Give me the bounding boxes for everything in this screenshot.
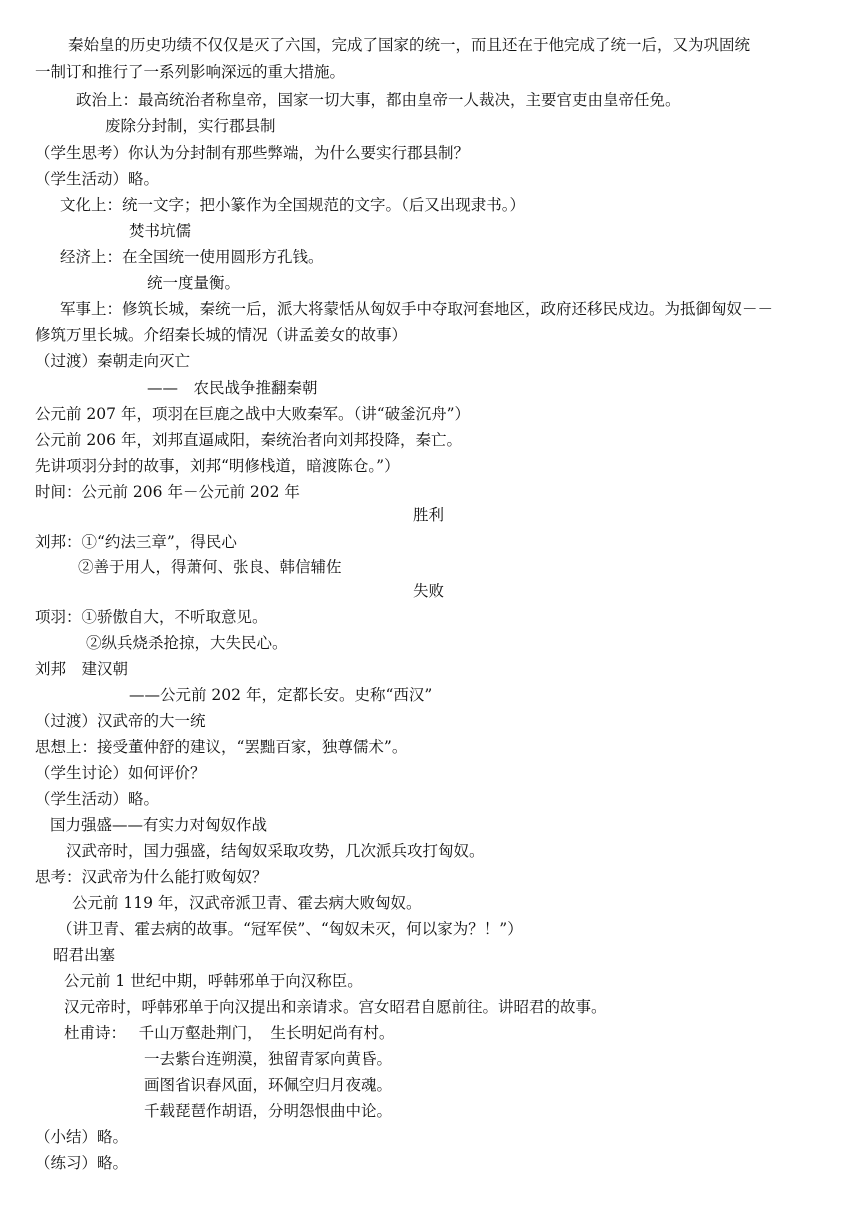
event-206bc: 公元前 206 年，刘邦直逼咸阳，秦统治者向刘邦投降，秦亡。 <box>35 431 462 449</box>
peasant-war-subtitle: —— 农民战争推翻秦朝 <box>147 379 318 397</box>
story-xiang-yu: 先讲项羽分封的故事，刘邦“明修栈道，暗渡陈仓。”） <box>35 457 400 475</box>
economy-line: 经济上：在全国统一使用圆形方孔钱。 <box>60 248 324 266</box>
student-discussion-line: （学生讨论）如何评价？ <box>35 764 206 782</box>
zhaojun-heading: 昭君出塞 <box>53 946 116 964</box>
economy-measures: 统一度量衡。 <box>147 274 241 292</box>
culture-book-burning: 焚书坑儒 <box>129 222 192 240</box>
xiang-yu-point-2: ②纵兵烧杀抢掠，大失民心。 <box>86 634 288 652</box>
huhanye-submission: 公元前 1 世纪中期，呼韩邪单于向汉称臣。 <box>64 972 363 990</box>
liu-bang-point-1: 刘邦：①“约法三章”，得民心 <box>35 533 237 551</box>
military-line-1: 军事上：修筑长城，秦统一后，派大将蒙恬从匈奴手中夺取河套地区，政府还移民戍边。为抵御匈奴－－ <box>60 300 774 318</box>
western-han-line: ——公元前 202 年，定都长安。史称“西汉” <box>129 686 433 704</box>
politics-county-system: 废除分封制，实行郡县制 <box>105 117 276 135</box>
du-fu-poem-line-1: 杜甫诗： 千山万壑赴荆门， 生长明妃尚有村。 <box>64 1024 395 1042</box>
du-fu-poem-line-3: 画图省识春风面，环佩空归月夜魂。 <box>144 1076 393 1094</box>
du-fu-poem-line-4: 千载琵琶作胡语，分明怨恨曲中论。 <box>144 1102 393 1120</box>
thought-line: 思想上：接受董仲舒的建议，“罢黜百家，独尊儒术”。 <box>35 738 408 756</box>
defeat-label: 失败 <box>413 582 445 600</box>
event-207bc: 公元前 207 年，项羽在巨鹿之战中大败秦军。（讲“破釜沉舟”） <box>35 405 471 423</box>
time-range-line: 时间：公元前 206 年－公元前 202 年 <box>35 483 300 501</box>
paragraph-intro-line-1: 秦始皇的历史功绩不仅仅是灭了六国，完成了国家的统一，而且还在于他完成了统一后，又为巩固统 <box>68 36 751 54</box>
liu-bang-founds-han: 刘邦 建汉朝 <box>35 660 129 678</box>
paragraph-intro-line-2: 一制订和推行了一系列影响深远的重大措施。 <box>35 63 346 81</box>
heqin-request-line: 汉元帝时，呼韩邪单于向汉提出和亲请求。宫女昭君自愿前往。讲昭君的故事。 <box>64 998 607 1016</box>
story-wei-qing: （讲卫青、霍去病的故事。“冠军侯”、“匈奴未灭，何以家为？！”） <box>57 920 523 938</box>
transition-qin-fall: （过渡）秦朝走向灭亡 <box>35 352 191 370</box>
national-strength-line: 国力强盛——有实力对匈奴作战 <box>50 816 268 834</box>
military-line-2: 修筑万里长城。介绍秦长城的情况（讲孟姜女的故事） <box>35 326 408 344</box>
politics-line: 政治上：最高统治者称皇帝，国家一切大事，都由皇帝一人裁决，主要官吏由皇帝任免。 <box>76 91 681 109</box>
student-activity-line: （学生活动）略。 <box>35 170 160 188</box>
thinking-question-line: 思考：汉武帝为什么能打败匈奴？ <box>35 868 268 886</box>
student-thinking-line: （学生思考）你认为分封制有那些弊端，为什么要实行郡县制？ <box>35 144 470 162</box>
transition-emperor-wu: （过渡）汉武帝的大一统 <box>35 712 206 730</box>
du-fu-poem-line-2: 一去紫台连朔漠，独留青冢向黄昏。 <box>144 1050 393 1068</box>
summary-line: （小结）略。 <box>35 1128 129 1146</box>
student-activity-line-2: （学生活动）略。 <box>35 790 160 808</box>
xiongnu-offensive-line: 汉武帝时，国力强盛，结匈奴采取攻势，几次派兵攻打匈奴。 <box>66 842 485 860</box>
event-119bc: 公元前 119 年，汉武帝派卫青、霍去病大败匈奴。 <box>72 894 422 912</box>
liu-bang-point-2: ②善于用人，得萧何、张良、韩信辅佐 <box>78 558 342 576</box>
exercise-line: （练习）略。 <box>35 1154 129 1172</box>
xiang-yu-point-1: 项羽：①骄傲自大，不听取意见。 <box>35 608 268 626</box>
culture-line: 文化上：统一文字；把小篆作为全国规范的文字。（后又出现隶书。） <box>60 196 526 214</box>
victory-label: 胜利 <box>413 506 445 524</box>
